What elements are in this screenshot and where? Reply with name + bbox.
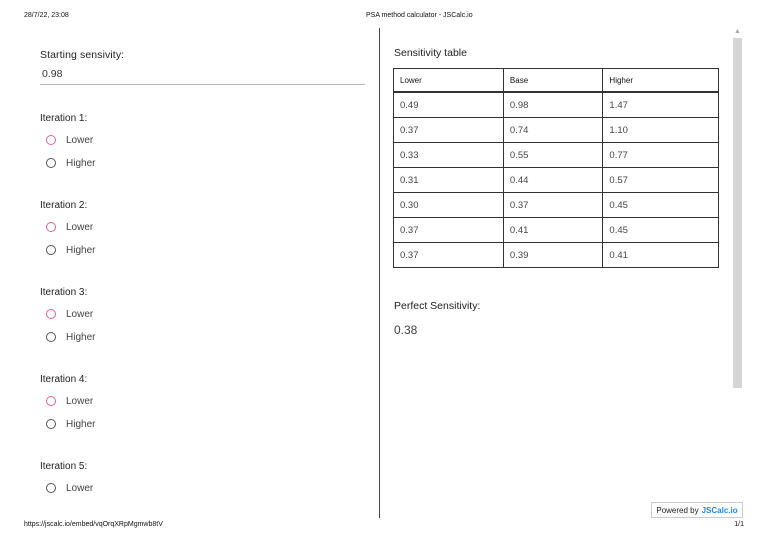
- sensitivity-table-title: Sensitivity table: [394, 47, 467, 59]
- radio-label: Higher: [66, 157, 96, 169]
- radio-lower[interactable]: [46, 481, 93, 495]
- column-header: Lower: [394, 69, 504, 93]
- radio-circle-icon[interactable]: [46, 396, 56, 406]
- radio-circle-icon[interactable]: [46, 245, 56, 255]
- radio-lower[interactable]: [46, 307, 93, 321]
- radio-lower[interactable]: [46, 394, 93, 408]
- powered-by-badge[interactable]: [651, 502, 743, 518]
- panel-divider: [379, 28, 380, 518]
- radio-label: Lower: [66, 482, 94, 494]
- starting-sensitivity-input[interactable]: 0.98: [42, 68, 63, 80]
- table-row: [394, 193, 719, 218]
- radio-label: Lower: [66, 134, 94, 146]
- radio-circle-icon[interactable]: [46, 419, 56, 429]
- table-row: [394, 118, 719, 143]
- table-cell: 0.41: [503, 218, 603, 243]
- print-page-number: 1/1: [734, 521, 744, 528]
- radio-label: Lower: [66, 308, 94, 320]
- table-cell: 0.57: [603, 168, 719, 193]
- radio-circle-icon[interactable]: [46, 332, 56, 342]
- sensitivity-table: [393, 68, 719, 268]
- iteration-title: Iteration 5:: [40, 461, 88, 472]
- table-cell: 0.41: [603, 243, 719, 268]
- table-cell: 0.37: [394, 218, 504, 243]
- table-cell: 0.37: [503, 193, 603, 218]
- iteration-5: [40, 461, 94, 494]
- iteration-4: [40, 374, 96, 430]
- radio-higher[interactable]: [46, 417, 95, 431]
- print-page-title: PSA method calculator - JSCalc.io: [366, 12, 473, 19]
- radio-circle-icon[interactable]: [46, 222, 56, 232]
- table-cell: 0.55: [503, 143, 603, 168]
- radio-circle-icon[interactable]: [46, 158, 56, 168]
- perfect-sensitivity-value: 0.38: [394, 323, 418, 337]
- table-cell: 0.49: [394, 92, 504, 118]
- iteration-title: Iteration 4:: [40, 374, 88, 385]
- column-header: Base: [503, 69, 603, 93]
- print-url: https://jscalc.io/embed/vqOrqXRpMgmwb8tV: [24, 521, 163, 528]
- iteration-2: [40, 200, 96, 256]
- iteration-title: Iteration 2:: [40, 200, 88, 211]
- table-cell: 0.37: [394, 243, 504, 268]
- radio-label: Higher: [66, 244, 96, 256]
- column-header: Higher: [603, 69, 719, 93]
- table-header-row: [394, 69, 719, 93]
- scrollbar-thumb[interactable]: [733, 38, 742, 388]
- radio-higher[interactable]: [46, 243, 95, 257]
- radio-label: Lower: [66, 395, 94, 407]
- radio-label: Higher: [66, 331, 96, 343]
- table-cell: 0.33: [394, 143, 504, 168]
- input-underline: [40, 84, 365, 85]
- radio-circle-icon[interactable]: [46, 135, 56, 145]
- radio-lower[interactable]: [46, 220, 93, 234]
- radio-lower[interactable]: [46, 133, 93, 147]
- print-datetime: 28/7/22, 23:08: [24, 12, 69, 19]
- print-footer: [0, 521, 768, 531]
- table-row: [394, 92, 719, 118]
- iteration-title: Iteration 1:: [40, 113, 88, 124]
- radio-higher[interactable]: [46, 156, 95, 170]
- radio-label: Lower: [66, 221, 94, 233]
- table-cell: 0.39: [503, 243, 603, 268]
- scroll-up-arrow-icon[interactable]: ▲: [734, 28, 741, 35]
- table-cell: 0.98: [503, 92, 603, 118]
- table-row: [394, 168, 719, 193]
- table-row: [394, 143, 719, 168]
- perfect-sensitivity-label: Perfect Sensitivity:: [394, 300, 481, 312]
- print-header: [0, 12, 768, 22]
- radio-circle-icon[interactable]: [46, 309, 56, 319]
- powered-by-prefix: Powered by: [656, 505, 699, 515]
- iteration-1: [40, 113, 96, 169]
- table-cell: 0.31: [394, 168, 504, 193]
- table-cell: 0.37: [394, 118, 504, 143]
- table-cell: 1.47: [603, 92, 719, 118]
- table-cell: 0.45: [603, 218, 719, 243]
- table-cell: 0.30: [394, 193, 504, 218]
- radio-higher[interactable]: [46, 330, 95, 344]
- iteration-title: Iteration 3:: [40, 287, 88, 298]
- table-cell: 0.77: [603, 143, 719, 168]
- table-cell: 0.44: [503, 168, 603, 193]
- starting-sensitivity-label: Starting sensivity:: [40, 49, 125, 61]
- radio-circle-icon[interactable]: [46, 483, 56, 493]
- table-row: [394, 218, 719, 243]
- table-cell: 1.10: [603, 118, 719, 143]
- table-row: [394, 243, 719, 268]
- powered-by-brand[interactable]: JSCalc.io: [701, 505, 738, 515]
- vertical-scrollbar[interactable]: [732, 26, 743, 518]
- table-cell: 0.45: [603, 193, 719, 218]
- table-cell: 0.74: [503, 118, 603, 143]
- iteration-3: [40, 287, 96, 343]
- radio-label: Higher: [66, 418, 96, 430]
